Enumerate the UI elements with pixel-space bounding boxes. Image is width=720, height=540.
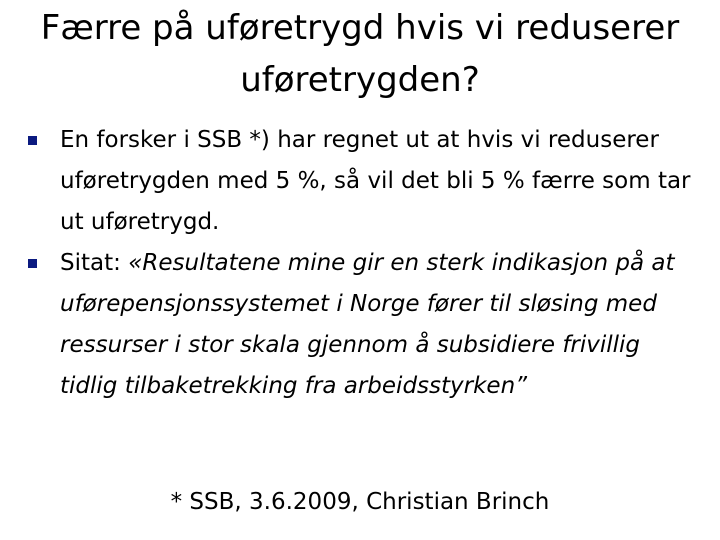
bullet-item-1-text: En forsker i SSB *) har regnet ut at hvis vi reduserer uføretrygden med 5 %, så vil det bli 5 % færre som tar ut uføretrygd. [60,127,691,235]
bullet-item-2-quote: «Resultatene mine gir en sterk indikasjon på at uførepensjonssystemet i Norge fører til sløsing med ressurser i stor skala gjennom å subsidiere frivillig tidlig tilbaketrekking fra arbeidsstyrken” [60,250,675,399]
square-bullet-icon [28,136,37,145]
bullet-list [28,120,708,407]
square-bullet-icon [28,259,37,268]
slide-title-line-1: Færre på uføretrygd hvis vi reduserer [40,8,680,48]
slide-title [0,2,720,106]
slide-title-line-2: uføretrygden? [240,60,480,100]
bullet-item-2 [28,243,696,407]
source-citation: * SSB, 3.6.2009, Christian Brinch [170,489,550,515]
bullet-item-1 [28,120,696,243]
bullet-item-2-prefix: Sitat: [60,250,129,276]
